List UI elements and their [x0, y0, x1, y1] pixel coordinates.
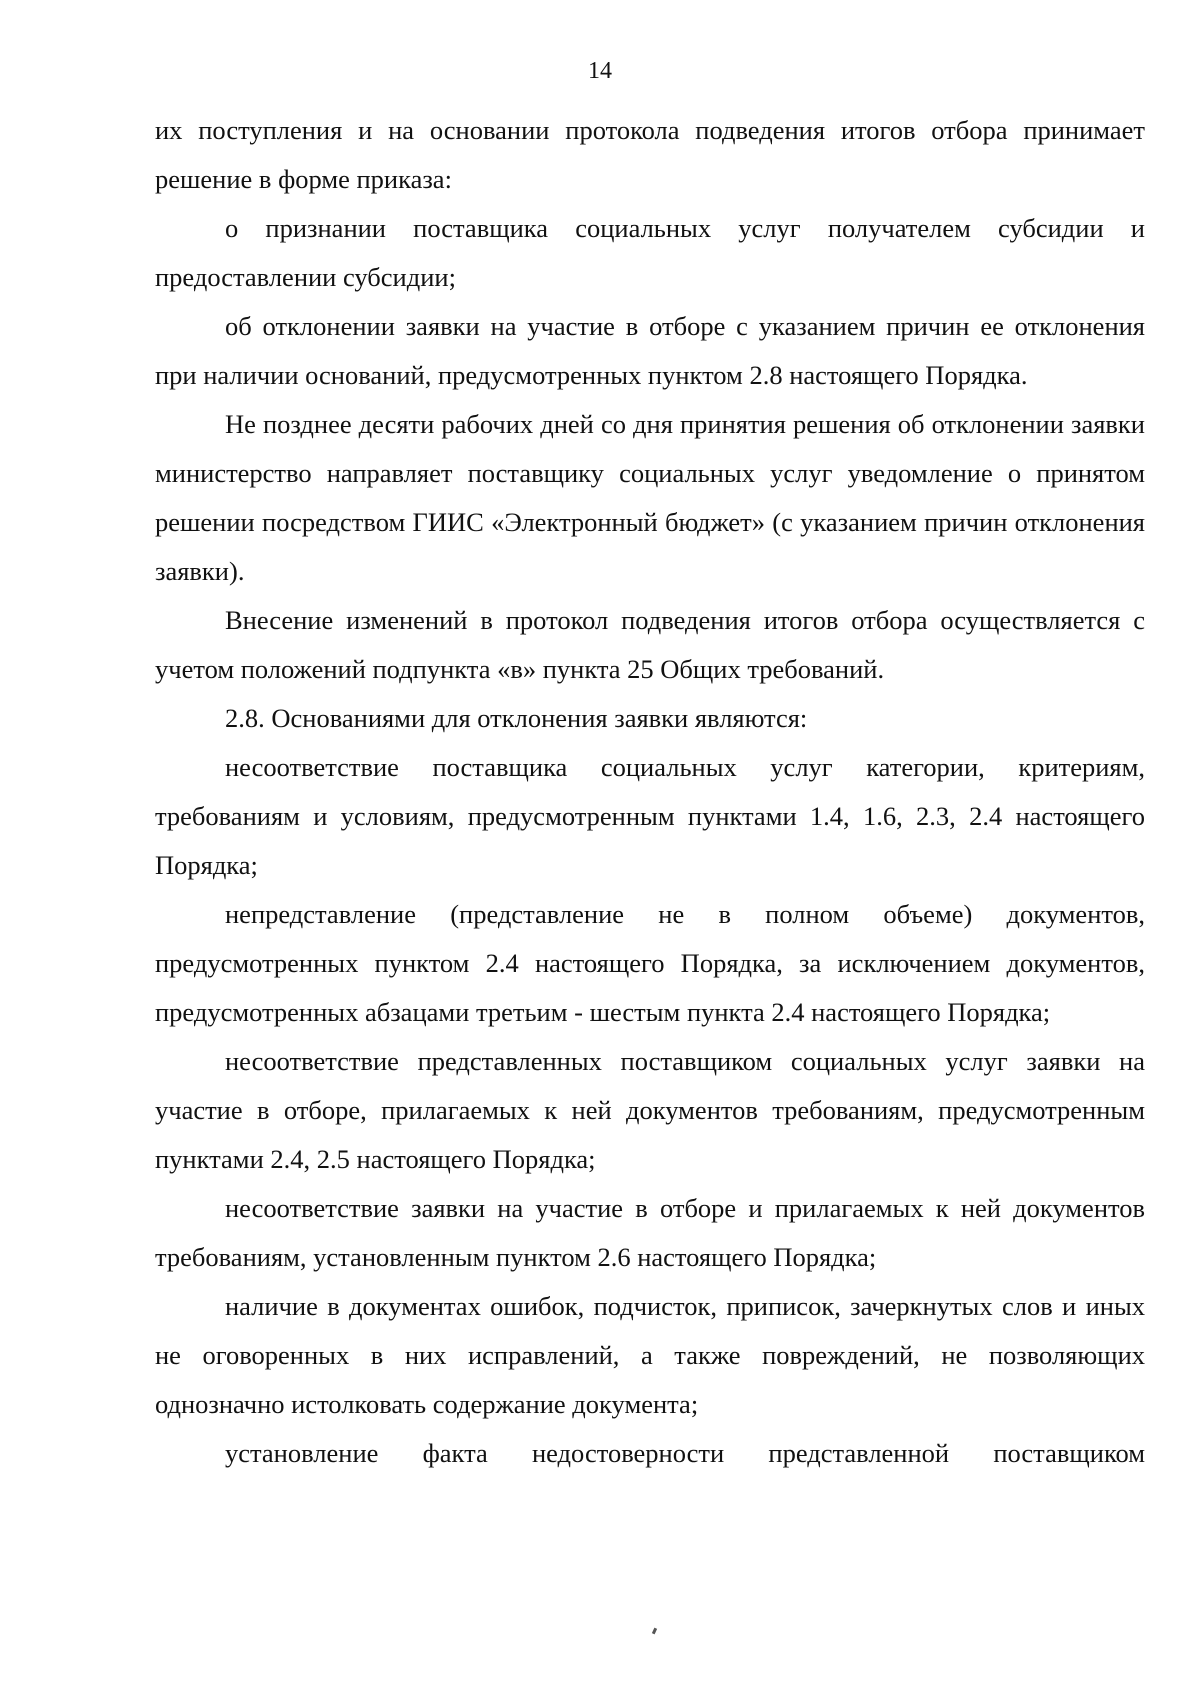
- rejection-ground-4: несоответствие заявки на участие в отборе и прилагаемых к ней документов требованиям, установленным пунктом 2.6 настоящего Порядка;: [155, 1193, 1145, 1272]
- paragraph-decision-reject: об отклонении заявки на участие в отборе с указанием причин ее отклонения при наличии оснований, предусмотренных пунктом 2.8 настоящего Порядка.: [155, 311, 1145, 390]
- rejection-ground-3: несоответствие представленных поставщиком социальных услуг заявки на участие в отборе, прилагаемых к ней документов требованиям, предусмотренным пунктами 2.4, 2.5 настоящего Порядка;: [155, 1046, 1145, 1174]
- section-heading-2-8: 2.8. Основаниями для отклонения заявки являются:: [225, 703, 808, 733]
- paragraph-protocol-changes: Внесение изменений в протокол подведения итогов отбора осуществляется с учетом положений подпункта «в» пункта 25 Общих требований.: [155, 605, 1145, 684]
- paragraph-continuation: их поступления и на основании протокола подведения итогов отбора принимает решение в форме приказа:: [155, 115, 1145, 194]
- document-body: [155, 106, 1145, 1478]
- rejection-ground-5: наличие в документах ошибок, подчисток, приписок, зачеркнутых слов и иных не оговоренных в них исправлений, а также повреждений, не позволяющих однозначно истолковать содержание документа;: [155, 1291, 1145, 1419]
- scan-mark: [652, 1628, 657, 1635]
- rejection-ground-2: непредставление (представление не в полном объеме) документов, предусмотренных пунктом 2.4 настоящего Порядка, за исключением документов, предусмотренных абзацами третьим - шестым пункта 2.4 настоящего Порядка;: [155, 899, 1145, 1027]
- rejection-ground-6: установление факта недостоверности представленной поставщиком: [225, 1438, 1145, 1468]
- paragraph-notification-deadline: Не позднее десяти рабочих дней со дня принятия решения об отклонении заявки министерство направляет поставщику социальных услуг уведомление о принятом решении посредством ГИИС «Электронный бюджет» (с указанием причин отклонения заявки).: [155, 409, 1145, 586]
- rejection-ground-1: несоответствие поставщика социальных услуг категории, критериям, требованиям и условиям, предусмотренным пунктами 1.4, 1.6, 2.3, 2.4 настоящего Порядка;: [155, 752, 1145, 880]
- page-number: 14: [588, 58, 612, 84]
- paragraph-decision-grant: о признании поставщика социальных услуг получателем субсидии и предоставлении субсидии;: [155, 213, 1145, 292]
